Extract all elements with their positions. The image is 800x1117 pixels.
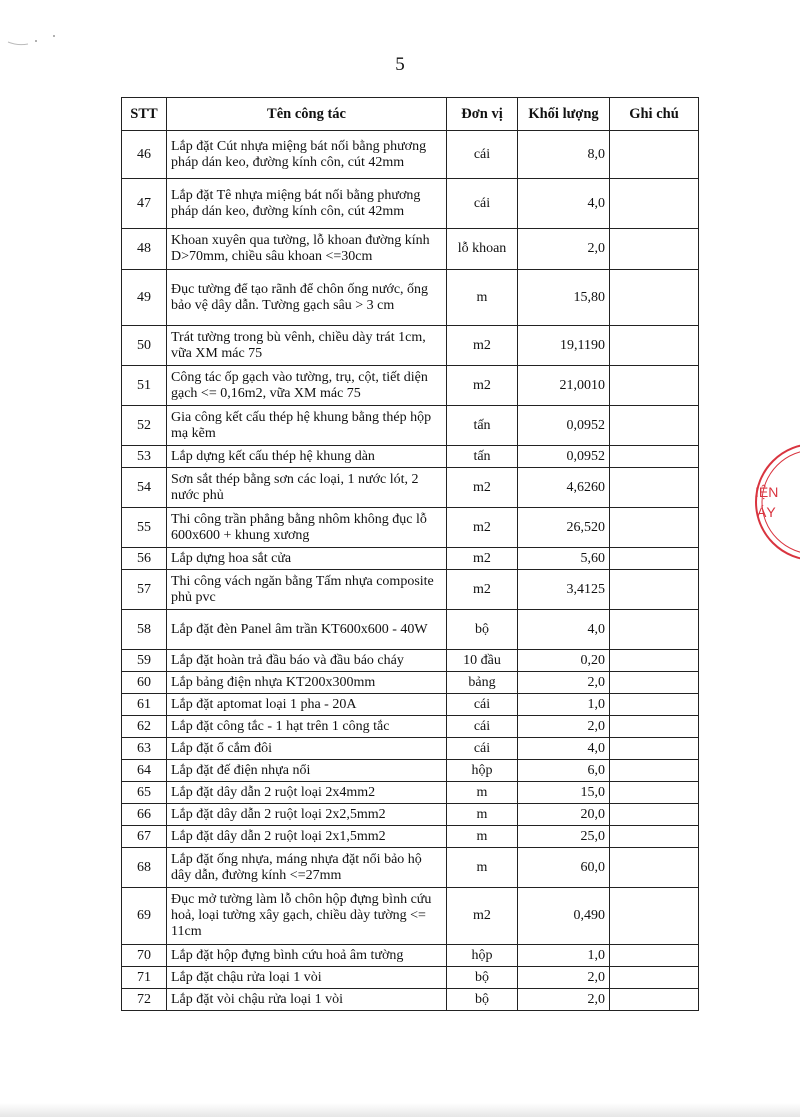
cell-qty: 15,0 — [518, 782, 610, 804]
cell-qty: 1,0 — [518, 694, 610, 716]
table-row — [122, 508, 699, 548]
table-row — [122, 446, 699, 468]
cell-unit: m — [447, 270, 518, 326]
header-name: Tên công tác — [167, 98, 447, 131]
cell-qty: 4,0 — [518, 610, 610, 650]
cell-qty: 60,0 — [518, 848, 610, 888]
table-row — [122, 468, 699, 508]
cell-qty: 5,60 — [518, 548, 610, 570]
table-row — [122, 326, 699, 366]
cell-name: Lắp đặt ổ cắm đôi — [167, 738, 447, 760]
cell-stt: 55 — [122, 508, 167, 548]
cell-stt: 50 — [122, 326, 167, 366]
cell-note — [610, 468, 699, 508]
cell-stt: 61 — [122, 694, 167, 716]
cell-unit: bộ — [447, 989, 518, 1011]
cell-stt: 48 — [122, 229, 167, 270]
cell-name: Lắp đặt hộp đựng bình cứu hoả âm tường — [167, 945, 447, 967]
cell-name: Lắp đặt công tắc - 1 hạt trên 1 công tắc — [167, 716, 447, 738]
table-row — [122, 270, 699, 326]
cell-qty: 19,1190 — [518, 326, 610, 366]
table-row — [122, 229, 699, 270]
cell-unit: cái — [447, 716, 518, 738]
works-table — [121, 97, 699, 1011]
cell-stt: 68 — [122, 848, 167, 888]
cell-qty: 15,80 — [518, 270, 610, 326]
table-row — [122, 826, 699, 848]
table-row — [122, 967, 699, 989]
cell-qty: 21,0010 — [518, 366, 610, 406]
cell-name: Lắp đặt dây dẫn 2 ruột loại 2x4mm2 — [167, 782, 447, 804]
cell-note — [610, 406, 699, 446]
cell-name: Gia công kết cấu thép hệ khung bằng thép hộp mạ kẽm — [167, 406, 447, 446]
cell-name: Lắp bảng điện nhựa KT200x300mm — [167, 672, 447, 694]
cell-unit: m2 — [447, 468, 518, 508]
table-row — [122, 548, 699, 570]
cell-name: Lắp đặt đèn Panel âm trần KT600x600 - 40W — [167, 610, 447, 650]
cell-stt: 63 — [122, 738, 167, 760]
cell-note — [610, 270, 699, 326]
cell-unit: lỗ khoan — [447, 229, 518, 270]
cell-unit: tấn — [447, 446, 518, 468]
cell-name: Lắp đặt aptomat loại 1 pha - 20A — [167, 694, 447, 716]
cell-unit: m2 — [447, 508, 518, 548]
cell-stt: 56 — [122, 548, 167, 570]
cell-qty: 0,0952 — [518, 446, 610, 468]
cell-qty: 2,0 — [518, 989, 610, 1011]
header-qty: Khối lượng — [518, 98, 610, 131]
cell-stt: 53 — [122, 446, 167, 468]
table-row — [122, 406, 699, 446]
table-row — [122, 570, 699, 610]
cell-unit: 10 đầu — [447, 650, 518, 672]
cell-note — [610, 366, 699, 406]
cell-name: Thi công vách ngăn bằng Tấm nhựa composite phủ pvc — [167, 570, 447, 610]
cell-name: Lắp đặt ống nhựa, máng nhựa đặt nổi bảo hộ dây dẫn, đường kính <=27mm — [167, 848, 447, 888]
cell-stt: 69 — [122, 888, 167, 945]
cell-name: Lắp đặt Tê nhựa miệng bát nối bằng phương pháp dán keo, đường kính côn, cút 42mm — [167, 179, 447, 229]
cell-note — [610, 945, 699, 967]
cell-note — [610, 131, 699, 179]
table-row — [122, 610, 699, 650]
cell-qty: 0,20 — [518, 650, 610, 672]
cell-unit: m — [447, 826, 518, 848]
cell-stt: 70 — [122, 945, 167, 967]
cell-name: Sơn sắt thép bằng sơn các loại, 1 nước lót, 2 nước phủ — [167, 468, 447, 508]
cell-name: Công tác ốp gạch vào tường, trụ, cột, tiết diện gạch <= 0,16m2, vữa XM mác 75 — [167, 366, 447, 406]
cell-stt: 49 — [122, 270, 167, 326]
header-note: Ghi chú — [610, 98, 699, 131]
cell-stt: 67 — [122, 826, 167, 848]
cell-qty: 20,0 — [518, 804, 610, 826]
table-row — [122, 716, 699, 738]
cell-unit: hộp — [447, 945, 518, 967]
cell-note — [610, 548, 699, 570]
table-row — [122, 989, 699, 1011]
table-row — [122, 131, 699, 179]
cell-note — [610, 888, 699, 945]
cell-qty: 8,0 — [518, 131, 610, 179]
cell-note — [610, 229, 699, 270]
table-row — [122, 366, 699, 406]
table-row — [122, 738, 699, 760]
cell-stt: 60 — [122, 672, 167, 694]
page-bottom-edge — [0, 1103, 800, 1117]
cell-stt: 52 — [122, 406, 167, 446]
table-row — [122, 672, 699, 694]
cell-unit: m — [447, 848, 518, 888]
cell-unit: hộp — [447, 760, 518, 782]
header-unit: Đơn vị — [447, 98, 518, 131]
cell-note — [610, 826, 699, 848]
cell-name: Lắp đặt chậu rửa loại 1 vòi — [167, 967, 447, 989]
cell-name: Lắp đặt đế điện nhựa nổi — [167, 760, 447, 782]
cell-name: Khoan xuyên qua tường, lỗ khoan đường kính D>70mm, chiều sâu khoan <=30cm — [167, 229, 447, 270]
cell-qty: 4,6260 — [518, 468, 610, 508]
table-header-row — [122, 98, 699, 131]
cell-unit: cái — [447, 694, 518, 716]
cell-unit: m2 — [447, 888, 518, 945]
cell-stt: 51 — [122, 366, 167, 406]
stamp-text-line1: IỆN — [755, 484, 779, 500]
cell-name: Lắp đặt dây dẫn 2 ruột loại 2x2,5mm2 — [167, 804, 447, 826]
cell-name: Đục mở tường làm lỗ chôn hộp đựng bình cứu hoả, loại tường xây gạch, chiều dày tường <= 11cm — [167, 888, 447, 945]
cell-note — [610, 782, 699, 804]
cell-stt: 59 — [122, 650, 167, 672]
cell-note — [610, 694, 699, 716]
cell-qty: 2,0 — [518, 967, 610, 989]
cell-stt: 57 — [122, 570, 167, 610]
cell-note — [610, 610, 699, 650]
cell-note — [610, 989, 699, 1011]
cell-qty: 25,0 — [518, 826, 610, 848]
cell-name: Lắp đặt hoàn trả đầu báo và đầu báo cháy — [167, 650, 447, 672]
cell-name: Đục tường để tạo rãnh để chôn ống nước, ống bảo vệ dây dẫn. Tường gạch sâu > 3 cm — [167, 270, 447, 326]
red-seal-stamp — [752, 440, 800, 570]
cell-unit: m2 — [447, 548, 518, 570]
cell-stt: 71 — [122, 967, 167, 989]
cell-qty: 2,0 — [518, 716, 610, 738]
cell-stt: 62 — [122, 716, 167, 738]
scan-speck-icon — [6, 30, 66, 50]
cell-stt: 66 — [122, 804, 167, 826]
table-row — [122, 782, 699, 804]
stamp-text-line2: ÁY — [757, 504, 776, 520]
cell-name: Lắp đặt vòi chậu rửa loại 1 vòi — [167, 989, 447, 1011]
cell-qty: 0,490 — [518, 888, 610, 945]
cell-stt: 58 — [122, 610, 167, 650]
cell-note — [610, 716, 699, 738]
cell-qty: 1,0 — [518, 945, 610, 967]
cell-unit: bộ — [447, 967, 518, 989]
table-row — [122, 945, 699, 967]
table-row — [122, 760, 699, 782]
cell-note — [610, 848, 699, 888]
cell-name: Lắp dựng kết cấu thép hệ khung dàn — [167, 446, 447, 468]
cell-note — [610, 508, 699, 548]
cell-qty: 26,520 — [518, 508, 610, 548]
cell-stt: 72 — [122, 989, 167, 1011]
cell-name: Lắp đặt dây dẫn 2 ruột loại 2x1,5mm2 — [167, 826, 447, 848]
cell-stt: 46 — [122, 131, 167, 179]
cell-qty: 4,0 — [518, 738, 610, 760]
table-row — [122, 694, 699, 716]
cell-qty: 2,0 — [518, 672, 610, 694]
cell-stt: 65 — [122, 782, 167, 804]
cell-note — [610, 672, 699, 694]
table-row — [122, 804, 699, 826]
cell-qty: 3,4125 — [518, 570, 610, 610]
cell-unit: cái — [447, 738, 518, 760]
cell-qty: 2,0 — [518, 229, 610, 270]
cell-note — [610, 804, 699, 826]
cell-note — [610, 326, 699, 366]
cell-note — [610, 446, 699, 468]
cell-name: Thi công trần phẳng bằng nhôm không đục lỗ 600x600 + khung xương — [167, 508, 447, 548]
cell-qty: 0,0952 — [518, 406, 610, 446]
cell-stt: 64 — [122, 760, 167, 782]
cell-unit: m2 — [447, 570, 518, 610]
cell-name: Trát tường trong bù vênh, chiều dày trát 1cm, vữa XM mác 75 — [167, 326, 447, 366]
cell-unit: m — [447, 782, 518, 804]
cell-unit: bảng — [447, 672, 518, 694]
cell-name: Lắp dựng hoa sắt cửa — [167, 548, 447, 570]
cell-name: Lắp đặt Cút nhựa miệng bát nối bằng phương pháp dán keo, đường kính côn, cút 42mm — [167, 131, 447, 179]
cell-note — [610, 967, 699, 989]
cell-note — [610, 179, 699, 229]
cell-note — [610, 760, 699, 782]
cell-stt: 47 — [122, 179, 167, 229]
cell-note — [610, 738, 699, 760]
cell-unit: m2 — [447, 366, 518, 406]
cell-stt: 54 — [122, 468, 167, 508]
cell-qty: 4,0 — [518, 179, 610, 229]
cell-unit: cái — [447, 131, 518, 179]
page-number: 5 — [395, 54, 405, 75]
table-row — [122, 848, 699, 888]
cell-note — [610, 650, 699, 672]
cell-unit: tấn — [447, 406, 518, 446]
cell-qty: 6,0 — [518, 760, 610, 782]
cell-unit: m — [447, 804, 518, 826]
cell-note — [610, 570, 699, 610]
cell-unit: cái — [447, 179, 518, 229]
table-row — [122, 650, 699, 672]
cell-unit: bộ — [447, 610, 518, 650]
cell-unit: m2 — [447, 326, 518, 366]
table-row — [122, 179, 699, 229]
table-row — [122, 888, 699, 945]
header-stt: STT — [122, 98, 167, 131]
